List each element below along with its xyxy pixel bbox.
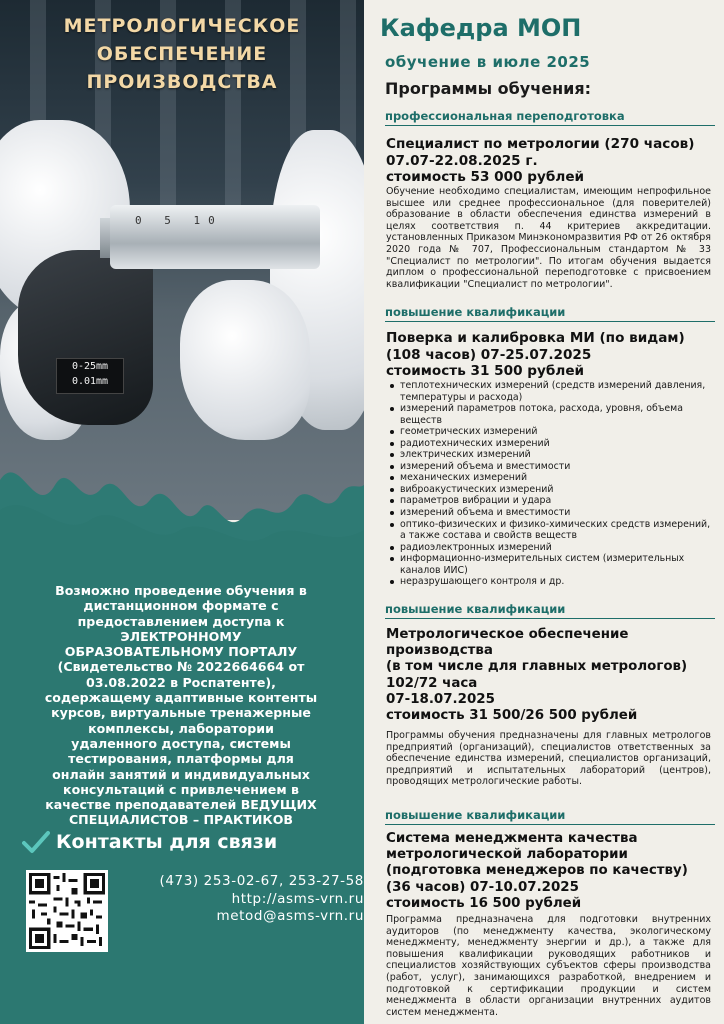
list-item-text: информационно-измерительных систем (измерительных каналов ИИС) <box>400 553 685 576</box>
bullet-icon <box>390 511 394 515</box>
list-item <box>386 495 711 507</box>
bullet-icon <box>390 499 394 503</box>
list-item-text: измерений объема и вместимости <box>400 507 571 519</box>
list-item <box>386 438 711 450</box>
remote-text-line: консультаций с привлечением в <box>63 781 299 797</box>
website-link[interactable]: http://asms-vrn.ru <box>231 890 364 907</box>
list-item-text: электрических измерений <box>400 449 531 461</box>
bullet-icon <box>390 546 394 550</box>
list-item-text: неразрушающего контроля и др. <box>400 576 565 588</box>
section-label: повышение квалификации <box>385 305 566 319</box>
remote-text-line: качестве преподавателей ВЕДУЩИХ <box>45 797 317 813</box>
email-link[interactable]: metod@asms-vrn.ru <box>216 908 364 924</box>
remote-text-line: содержащему адаптивные контенты <box>44 690 318 706</box>
bullet-icon <box>390 384 394 388</box>
section-divider <box>385 824 715 825</box>
list-item <box>386 472 711 484</box>
contact-lines <box>159 873 364 926</box>
list-item <box>386 380 711 403</box>
program-description: Программа предназначена для подготовки внутренних аудиторов (по менеджменту качества, экологическому менеджменту, менеджменту энергии и др.), а также для повышения квалификации руководящих работников и специалистов хозяйствующих субъектов сферы производства (работ, услуг), занимающихся разработкой, внедрением и подготовкой к сертификации продукции и систем менеджмента в области организации внутренних аудитов систем менеджмента. <box>386 914 711 1018</box>
list-item <box>386 426 711 438</box>
department-title: Кафедра МОП <box>380 14 582 42</box>
list-item-text: измерений объема и вместимости <box>400 460 571 472</box>
bullet-icon <box>390 476 394 480</box>
list-item-text: параметров вибрации и удара <box>400 495 552 507</box>
list-item <box>386 449 711 461</box>
list-item-text: радиоэлектронных измерений <box>400 541 552 553</box>
remote-text-line: СПЕЦИАЛИСТОВ – ПРАКТИКОВ <box>68 812 294 828</box>
list-item <box>386 507 711 519</box>
list-item <box>386 542 711 554</box>
section-divider <box>385 618 715 619</box>
list-item <box>386 461 711 473</box>
list-item-text: виброакустических измерений <box>400 483 554 495</box>
list-item-text: теплотехнических измерений (средств измерений давления, температуры и расхода) <box>400 380 706 403</box>
remote-text-line: комплексы, лаборатории <box>88 720 274 736</box>
remote-text-line: дистанционном формате с <box>83 598 279 614</box>
program-title: Система менеджмента качества метрологической лаборатории (подготовка менеджеров по качеству) (36 часов) 07-10.07.2025 стоимость 16 500 рублей <box>386 831 688 911</box>
section-divider <box>385 125 715 126</box>
remote-text-line: удаленного доступа, системы <box>71 735 291 751</box>
remote-text-line: 03.08.2022 в Роспатенте), <box>86 674 276 690</box>
measurement-types-list <box>386 380 711 588</box>
bullet-icon <box>390 557 394 561</box>
section-label: повышение квалификации <box>385 602 566 616</box>
phone-numbers[interactable]: (473) 253-02-67, 253-27-58 <box>159 873 364 889</box>
qr-code[interactable] <box>26 870 108 952</box>
program-description: Обучение необходимо специалистам, имеющим непрофильное высшее или среднее профессиональное (для поверителей) образование в области обеспечения единства измерений в целях соответствия п. 44 критериев аккредитации. установленных Приказом Минэкономразвития РФ от 26 октября 2020 года № 707, Профессиональным стандартом № 33 "Специалист по метрологии". По итогам обучения выдается диплом о профессиональной переподготовке с присвоением квалификации "Специалист по метрологии". <box>386 186 711 290</box>
bullet-icon <box>390 430 394 434</box>
list-item-text: радиотехнических измерений <box>400 437 550 449</box>
micrometer-scale: 0 5 10 <box>135 214 223 227</box>
section-divider <box>385 321 715 322</box>
list-item-text: измерений параметров потока, расхода, уровня, объема веществ <box>400 403 683 426</box>
contacts-heading <box>22 830 277 854</box>
section-label: повышение квалификации <box>385 808 566 822</box>
contacts-title: Контакты для связи <box>56 831 278 853</box>
list-item <box>386 553 711 576</box>
bullet-icon <box>390 580 394 584</box>
list-item <box>386 519 711 542</box>
month-subtitle: обучение в июле 2025 <box>385 53 591 71</box>
section-label: профессиональная переподготовка <box>385 109 625 123</box>
bullet-icon <box>390 407 394 411</box>
poster-title: МЕТРОЛОГИЧЕСКОЕ ОБЕСПЕЧЕНИЕ ПРОИЗВОДСТВА <box>63 15 301 93</box>
programs-heading: Программы обучения: <box>385 79 592 98</box>
program-title: Поверка и калибровка МИ (по видам) (108 часов) 07-25.07.2025 стоимость 31 500 рублей <box>386 330 685 379</box>
remote-text-line: курсов, виртуальные тренажерные <box>51 705 311 721</box>
remote-text-line: (Свидетельство № 2022664664 от <box>57 659 305 675</box>
list-item <box>386 403 711 426</box>
remote-learning-text <box>28 583 334 828</box>
remote-text-line: ЭЛЕКТРОННОМУ <box>120 628 242 644</box>
list-item-text: оптико-физических и физико-химических средств измерений, а также состава и свойств веществ <box>400 518 711 542</box>
list-item-text: механических измерений <box>400 472 528 484</box>
program-title: Метрологическое обеспечение производства (в том числе для главных метрологов) 102/72 часа 07-18.07.2025 стоимость 31 500/26 500 рублей <box>386 627 688 724</box>
remote-text-line: предоставлением доступа к <box>77 613 285 629</box>
program-description: Программы обучения предназначены для главных метрологов предприятий (организаций), специалистов ответственных за обеспечение единства измерений, специалистов организаций, предприятий и испытательных лабораторий (центров), проводящих метрологические работы. <box>386 730 711 788</box>
list-item-text: геометрических измерений <box>400 426 538 438</box>
remote-text-line: Возможно проведение обучения в <box>55 583 307 598</box>
bullet-icon <box>390 488 394 492</box>
micrometer-frame <box>18 250 153 425</box>
program-title: Специалист по метрологии (270 часов) 07.07-22.08.2025 г. стоимость 53 000 рублей <box>386 136 695 185</box>
bullet-icon <box>390 523 394 527</box>
bullet-icon <box>390 453 394 457</box>
bullet-icon <box>390 442 394 446</box>
list-item <box>386 484 711 496</box>
list-item <box>386 576 711 588</box>
remote-text-line: ОБРАЗОВАТЕЛЬНОМУ ПОРТАЛУ <box>64 644 298 660</box>
bullet-icon <box>390 465 394 469</box>
remote-text-line: тестирования, платформы для <box>68 751 294 767</box>
remote-text-line: онлайн занятий и индивидуальных <box>52 766 310 782</box>
checkmark-icon <box>22 830 50 854</box>
micrometer-label: 0-25mm 0.01mm <box>56 358 124 394</box>
